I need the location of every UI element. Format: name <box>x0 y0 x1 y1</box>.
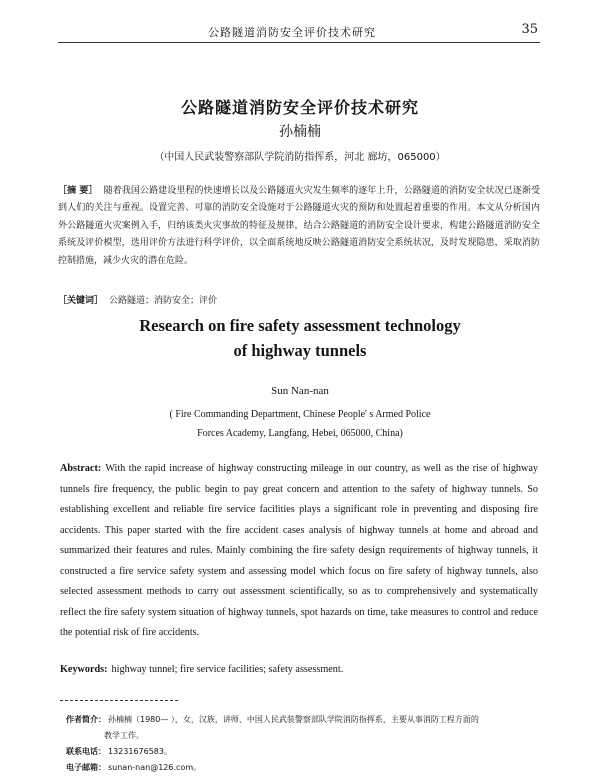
english-abstract <box>60 459 538 644</box>
english-affiliation <box>0 405 600 443</box>
chinese-abstract <box>58 183 540 270</box>
footnote-author-line <box>66 712 540 728</box>
english-abstract-label: Abstract: <box>60 463 102 474</box>
page-number: 35 <box>521 22 538 37</box>
footnote-phone-value: 13231676583。 <box>108 747 172 756</box>
english-title-line-1: Research on fire safety assessment technology <box>139 316 461 335</box>
english-author: Sun Nan-nan <box>271 385 329 397</box>
english-abstract-text: With the rapid increase of highway constructing mileage in our country, as well as the rise of highway tunnels fire frequency, the public begin to pay great concern and attention to the safety of highway tunnels. So establishing excellent and reliable fire service facilities plays a significant role in preventing and disposing fire accidents. This paper started with the fire accident cases analysis of highway tunnels at home and abroad and summarized their features and rules. Mainly combining the fire safety design requirements of highway tunnels, it constructed a fire service safety system and assessing model which focus on fire safety of highway tunnels, also selected assessment methods to carry out assessment scientifically, so as to comprehensively and systematically reflect the fire safety system situation of highway tunnels, spot hazards on time, take measures to control and reduce the potential risk of fire accidents. <box>60 463 538 638</box>
footnote-phone-line <box>66 744 540 760</box>
english-keywords-text: highway tunnel; fire service facilities; safety assessment. <box>111 664 344 675</box>
chinese-title: 公路隧道消防安全评价技术研究 <box>180 98 419 117</box>
footnote-email-value: sunan-nan@126.com。 <box>108 763 202 772</box>
chinese-abstract-text: 随着我国公路建设里程的快速增长以及公路隧道火灾发生频率的逐年上升，公路隧道的消防安全状况已逐渐受到人们的关注与重视。设置完善、可靠的消防安全设施对于公路隧道火灾的预防和处置起着重要的作用。本文从分析国内外公路隧道火灾案例入手，归纳该类火灾事故的特征及规律，结合公路隧道的消防安全设计要求，构建公路隧道消防安全系统及评价模型，选用评价方法进行科学评价，以全面系统地反映公路隧道消防安全系统状况，及时发现隐患，采取消防控制措施，减少火灾的潜在危险。 <box>58 186 540 266</box>
chinese-keywords-label: ［关键词］ <box>58 296 104 306</box>
english-keywords <box>60 664 538 675</box>
footnote-email-label: 电子邮箱： <box>66 763 106 772</box>
chinese-abstract-label: ［摘 要］ <box>58 186 98 196</box>
english-title <box>0 313 600 363</box>
english-title-line-2: of highway tunnels <box>233 341 367 360</box>
footnote-email-line <box>66 760 540 776</box>
english-affiliation-line-2: Forces Academy, Langfang, Hebei, 065000, China) <box>197 428 403 439</box>
chinese-author: 孙楠楠 <box>279 124 321 140</box>
footnote <box>66 712 540 776</box>
chinese-affiliation: （中国人民武装警察部队学院消防指挥系，河北 廊坊，065000） <box>154 152 446 163</box>
footnote-author-continuation: 教学工作。 <box>104 731 144 740</box>
footnote-phone-label: 联系电话： <box>66 747 106 756</box>
footnote-author-label: 作者简介： <box>66 715 106 724</box>
english-keywords-label: Keywords: <box>60 664 108 675</box>
english-affiliation-line-1: ( Fire Commanding Department, Chinese People' s Armed Police <box>169 409 431 420</box>
footnote-author-text: 孙楠楠（1980— ），女，汉族，讲师，中国人民武装警察部队学院消防指挥系，主要从事消防工程方面的 <box>108 715 479 724</box>
chinese-keywords-text: 公路隧道；消防安全；评价 <box>109 296 218 306</box>
chinese-keywords <box>58 293 540 306</box>
running-header <box>58 22 540 43</box>
footnote-divider <box>60 700 178 701</box>
running-title: 公路隧道消防安全评价技术研究 <box>208 26 376 39</box>
